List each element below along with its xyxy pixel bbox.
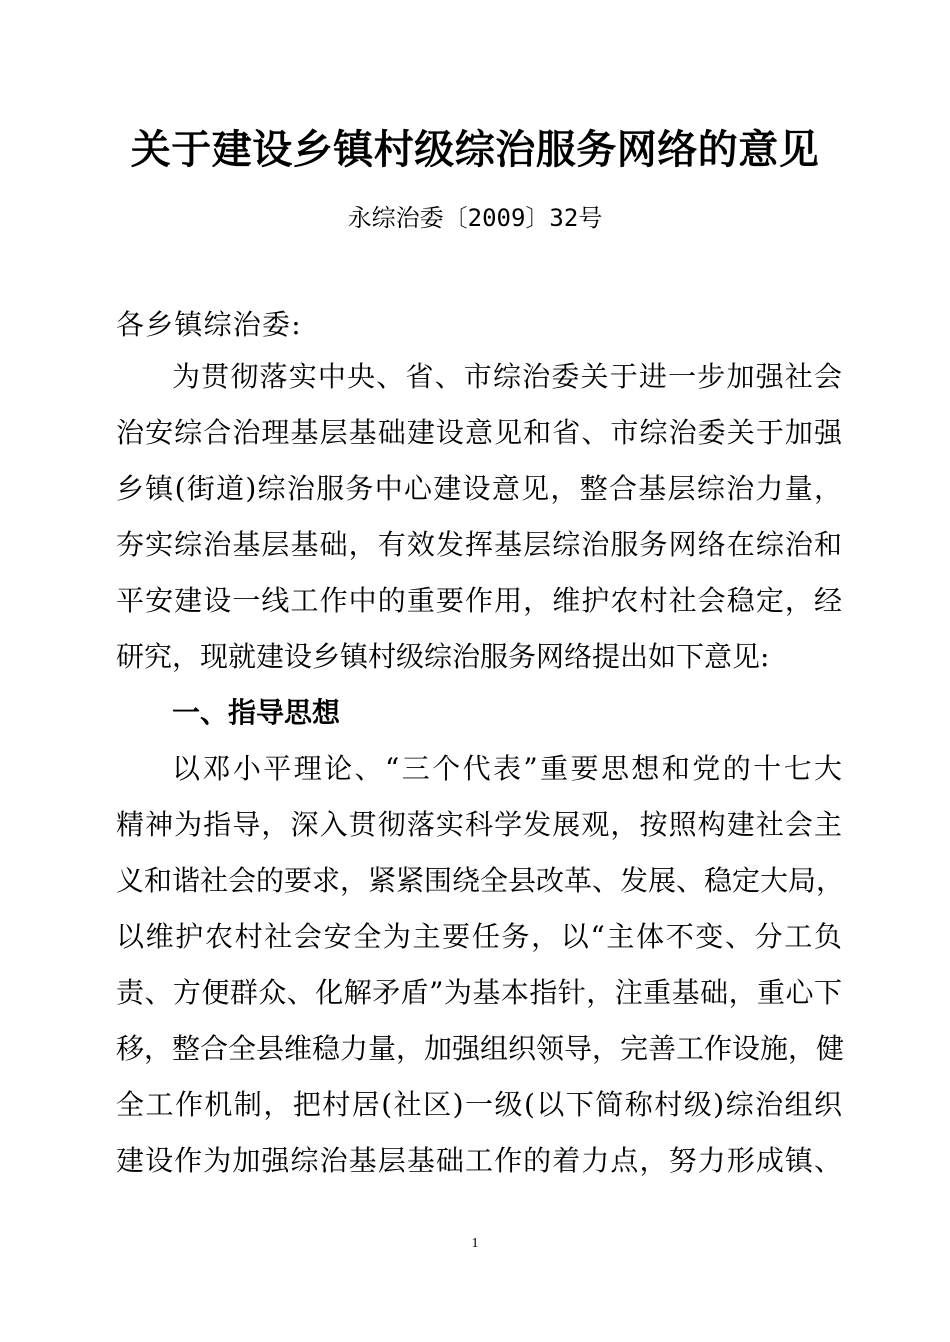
paragraph-line: 平安建设一线工作中的重要作用，维护农村社会稳定，经 [116, 584, 842, 617]
paragraph-line: 以邓小平理论、“三个代表”重要思想和党的十七大 [172, 752, 842, 785]
salutation: 各乡镇综治委: [116, 308, 302, 341]
section-heading: 一、指导思想 [172, 696, 341, 729]
document-number: 永综治委〔2009〕32号 [347, 204, 603, 232]
paragraph-line: 精神为指导，深入贯彻落实科学发展观，按照构建社会主 [116, 808, 842, 841]
paragraph-line: 义和谐社会的要求，紧紧围绕全县改革、发展、稳定大局， [116, 864, 845, 897]
paragraph-line: 以维护农村社会安全为主要任务，以“主体不变、分工负 [116, 920, 842, 953]
document-title: 关于建设乡镇村级综治服务网络的意见 [130, 126, 820, 173]
page-number: 1 [471, 1236, 479, 1251]
paragraph-line: 夯实综治基层基础，有效发挥基层综治服务网络在综治和 [116, 528, 842, 561]
paragraph-line: 责、方便群众、化解矛盾”为基本指针，注重基础，重心下 [116, 976, 842, 1009]
paragraph-line: 为贯彻落实中央、省、市综治委关于进一步加强社会 [172, 360, 842, 393]
paragraph-line: 研究，现就建设乡镇村级综治服务网络提出如下意见: [116, 640, 770, 673]
paragraph-line: 移，整合全县维稳力量，加强组织领导，完善工作设施，健 [116, 1032, 845, 1065]
paragraph-line: 乡镇(街道)综治服务中心建设意见，整合基层综治力量， [116, 472, 842, 505]
paragraph-line: 建设作为加强综治基层基础工作的着力点，努力形成镇、 [116, 1144, 842, 1177]
paragraph-line: 治安综合治理基层基础建设意见和省、市综治委关于加强 [116, 416, 842, 449]
paragraph-line: 全工作机制，把村居(社区)一级(以下简称村级)综治组织 [116, 1088, 842, 1121]
